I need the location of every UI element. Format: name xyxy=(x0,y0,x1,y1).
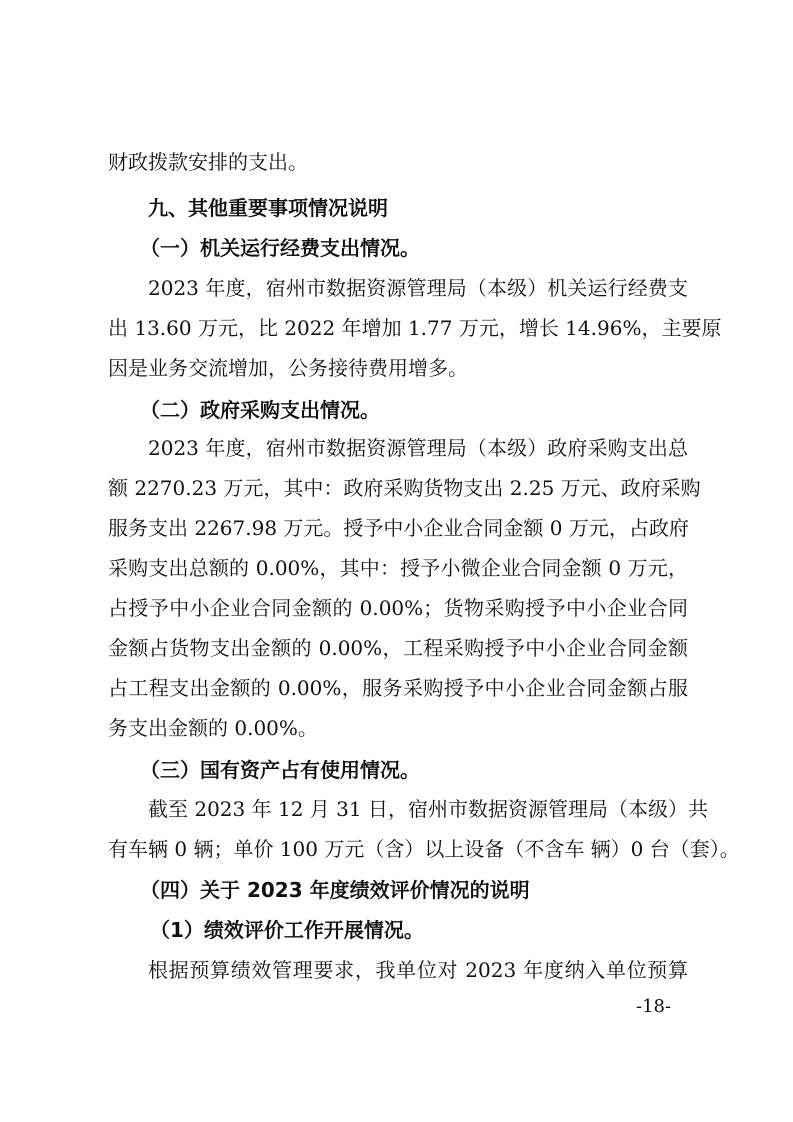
subsection-heading: （1）绩效评价工作开展情况。 xyxy=(150,918,424,942)
subsection-heading: （一）机关运行经费支出情况。 xyxy=(140,236,420,260)
paragraph-line: 因是业务交流增加，公务接待费用增多。 xyxy=(108,356,468,380)
paragraph-line: 采购支出总额的 0.00%，其中：授予小微企业合同金额 0 万元， xyxy=(108,556,688,580)
paragraph-line: 务支出金额的 0.00%。 xyxy=(108,716,318,740)
subsection-heading: （四）关于 2023 年度绩效评价情况的说明 xyxy=(140,878,530,902)
subsection-heading: （三）国有资产占有使用情况。 xyxy=(140,758,420,782)
paragraph-line: 占授予中小企业合同金额的 0.00%；货物采购授予中小企业合同 xyxy=(108,596,688,620)
paragraph-line: 占工程支出金额的 0.00%，服务采购授予中小企业合同金额占服 xyxy=(108,676,688,700)
paragraph-line: 额 2270.23 万元，其中：政府采购货物支出 2.25 万元、政府采购 xyxy=(108,476,701,500)
subsection-heading: （二）政府采购支出情况。 xyxy=(140,398,380,422)
paragraph-line: 服务支出 2267.98 万元。授予中小企业合同金额 0 万元，占政府 xyxy=(108,516,689,540)
paragraph-line: 2023 年度，宿州市数据资源管理局（本级）政府采购支出总 xyxy=(148,436,688,460)
section-heading: 九、其他重要事项情况说明 xyxy=(148,196,388,220)
paragraph-line: 根据预算绩效管理要求，我单位对 2023 年度纳入单位预算 xyxy=(148,958,688,982)
paragraph-line: 截至 2023 年 12 月 31 日，宿州市数据资源管理局（本级）共 xyxy=(148,797,708,821)
paragraph-line: 2023 年度，宿州市数据资源管理局（本级）机关运行经费支 xyxy=(148,276,688,300)
paragraph-line: 金额占货物支出金额的 0.00%，工程采购授予中小企业合同金额 xyxy=(108,636,688,660)
page-number: -18- xyxy=(636,996,672,1017)
paragraph-line: 出 13.60 万元，比 2022 年增加 1.77 万元，增长 14.96%，主要原 xyxy=(108,316,722,340)
paragraph-line: 财政拨款安排的支出。 xyxy=(108,150,308,174)
paragraph-line: 有车辆 0 辆；单价 100 万元（含）以上设备（不含车 辆）0 台（套）。 xyxy=(108,837,740,861)
